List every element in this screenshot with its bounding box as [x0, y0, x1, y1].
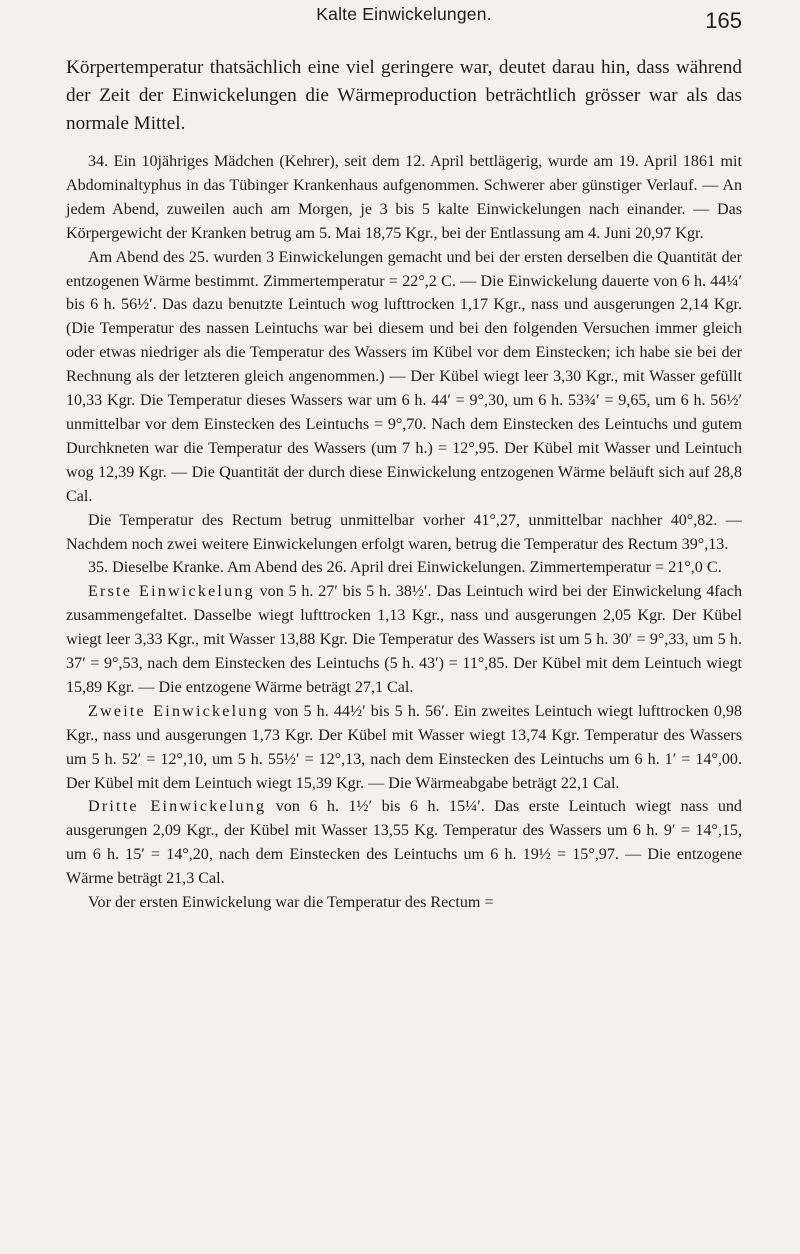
running-title: Kalte Einwickelungen.	[316, 4, 492, 24]
lead-paragraph: Körpertemperatur thatsächlich eine viel geringere war, deutet darau hin, dass während der Zeit der Einwickelungen die Wärmeproduction beträchtlich grösser war als das normale Mittel.	[66, 57, 742, 134]
first-wrapping-paragraph	[66, 580, 742, 700]
third-wrapping-text: von 6 h. 1½′ bis 6 h. 15¼′. Das erste Leintuch wiegt nass und ausgerungen 2,09 Kgr., der Kübel mit Wasser 13,55 Kg. Temperatur des Wassers um 6 h. 9′ = 14°,15, um 6 h. 15′ = 14°,20, nach dem Einstecken des Leintuchs um 6 h. 19½ = 15°,97. — Die entzogene Wärme beträgt 21,3 Cal.	[66, 798, 742, 888]
case-35-paragraph: 35. Dieselbe Kranke. Am Abend des 26. April drei Einwickelungen. Zimmertemperatur = 21°,0 C.	[88, 559, 722, 577]
second-wrapping-paragraph	[66, 700, 742, 796]
body-text	[66, 150, 742, 915]
third-wrapping-label: Dritte Einwickelung	[88, 798, 267, 816]
second-wrapping-text: von 5 h. 44½′ bis 5 h. 56′. Ein zweites Leintuch wiegt lufttrocken 0,98 Kgr., nass und ausgerungen 1,73 Kgr. Der Kübel mit Wasser wiegt 13,74 Kgr. Temperatur des Wassers um 5 h. 52′ = 12°,10, um 5 h. 55½′ = 12°,13, nach dem Einstecken des Leintuchs um 6 h. 1′ = 14°,00. Der Kübel mit dem Leintuch wiegt 15,39 Kgr. — Die Wärmeabgabe beträgt 22,1 Cal.	[66, 702, 742, 792]
rectum-temperature-line: Vor der ersten Einwickelung war die Temperatur des Rectum =	[88, 894, 494, 912]
third-wrapping-paragraph	[66, 795, 742, 891]
running-header	[66, 0, 742, 44]
case-34-paragraph: 34. Ein 10jähriges Mädchen (Kehrer), seit dem 12. April bettlägerig, wurde am 19. April 1861 mit Abdominaltyphus in das Tübinger Krankenhaus aufgenommen. Schwerer aber günstiger Verlauf. — An jedem Abend, zuweilen auch am Morgen, je 3 bis 5 kalte Einwickelungen nach einander. — Das Körpergewicht der Kranken betrug am 5. Mai 18,75 Kgr., bei der Entlassung am 4. Juni 20,97 Kgr.	[66, 153, 742, 242]
first-wrapping-label: Erste Einwickelung	[88, 583, 255, 601]
second-wrapping-label: Zweite Einwickelung	[88, 702, 270, 720]
case-34-rectum-paragraph: Die Temperatur des Rectum betrug unmittelbar vorher 41°,27, unmittelbar nachher 40°,82. — Nachdem noch zwei weitere Einwickelungen erfolgt waren, betrug die Temperatur des Rectum 39°,13.	[66, 511, 742, 553]
page-number: 165	[705, 8, 742, 33]
first-wrapping-text: von 5 h. 27′ bis 5 h. 38½′. Das Leintuch wird bei der Einwickelung 4fach zusammengefaltet. Dasselbe wiegt lufttrocken 1,13 Kgr., nass und ausgerungen 2,05 Kgr. Der Kübel wiegt leer 3,33 Kgr., mit Wasser 13,88 Kgr. Die Temperatur des Wassers ist um 5 h. 30′ = 9°,33, um 5 h. 37′ = 9°,53, nach dem Einstecken des Leintuchs (5 h. 43′) = 11°,85. Der Kübel mit dem Leintuch wiegt 15,89 Kgr. — Die entzogene Wärme beträgt 27,1 Cal.	[66, 583, 742, 696]
case-34-measurement-paragraph: Am Abend des 25. wurden 3 Einwickelungen gemacht und bei der ersten derselben die Quantität der entzogenen Wärme bestimmt. Zimmertemperatur = 22°,2 C. — Die Einwickelung dauerte von 6 h. 44¼′ bis 6 h. 56½′. Das dazu benutzte Leintuch wog lufttrocken 1,17 Kgr., nass und ausgerungen 2,14 Kgr. (Die Temperatur des nassen Leintuchs war bei diesem und bei den folgenden Versuchen immer gleich oder etwas niedriger als die Temperatur des Wassers im Kübel vor dem Einstecken; ich habe sie bei der Rechnung als der letzteren gleich angenommen.) — Der Kübel wiegt leer 3,30 Kgr., mit Wasser gefüllt 10,33 Kgr. Die Temperatur dieses Wassers war um 6 h. 44′ = 9°,30, um 6 h. 53¾′ = 9,65, um 6 h. 56½′ unmittelbar vor dem Einstecken des Leintuchs = 9°,70. Nach dem Einstecken des Leintuchs und gutem Durchkneten war die Temperatur des Wassers (um 7 h.) = 12°,95. Der Kübel mit Wasser und Leintuch wog 12,39 Kgr. — Die Quantität der durch diese Einwickelung entzogenen Wärme beläuft sich auf 28,8 Cal.	[66, 248, 742, 505]
